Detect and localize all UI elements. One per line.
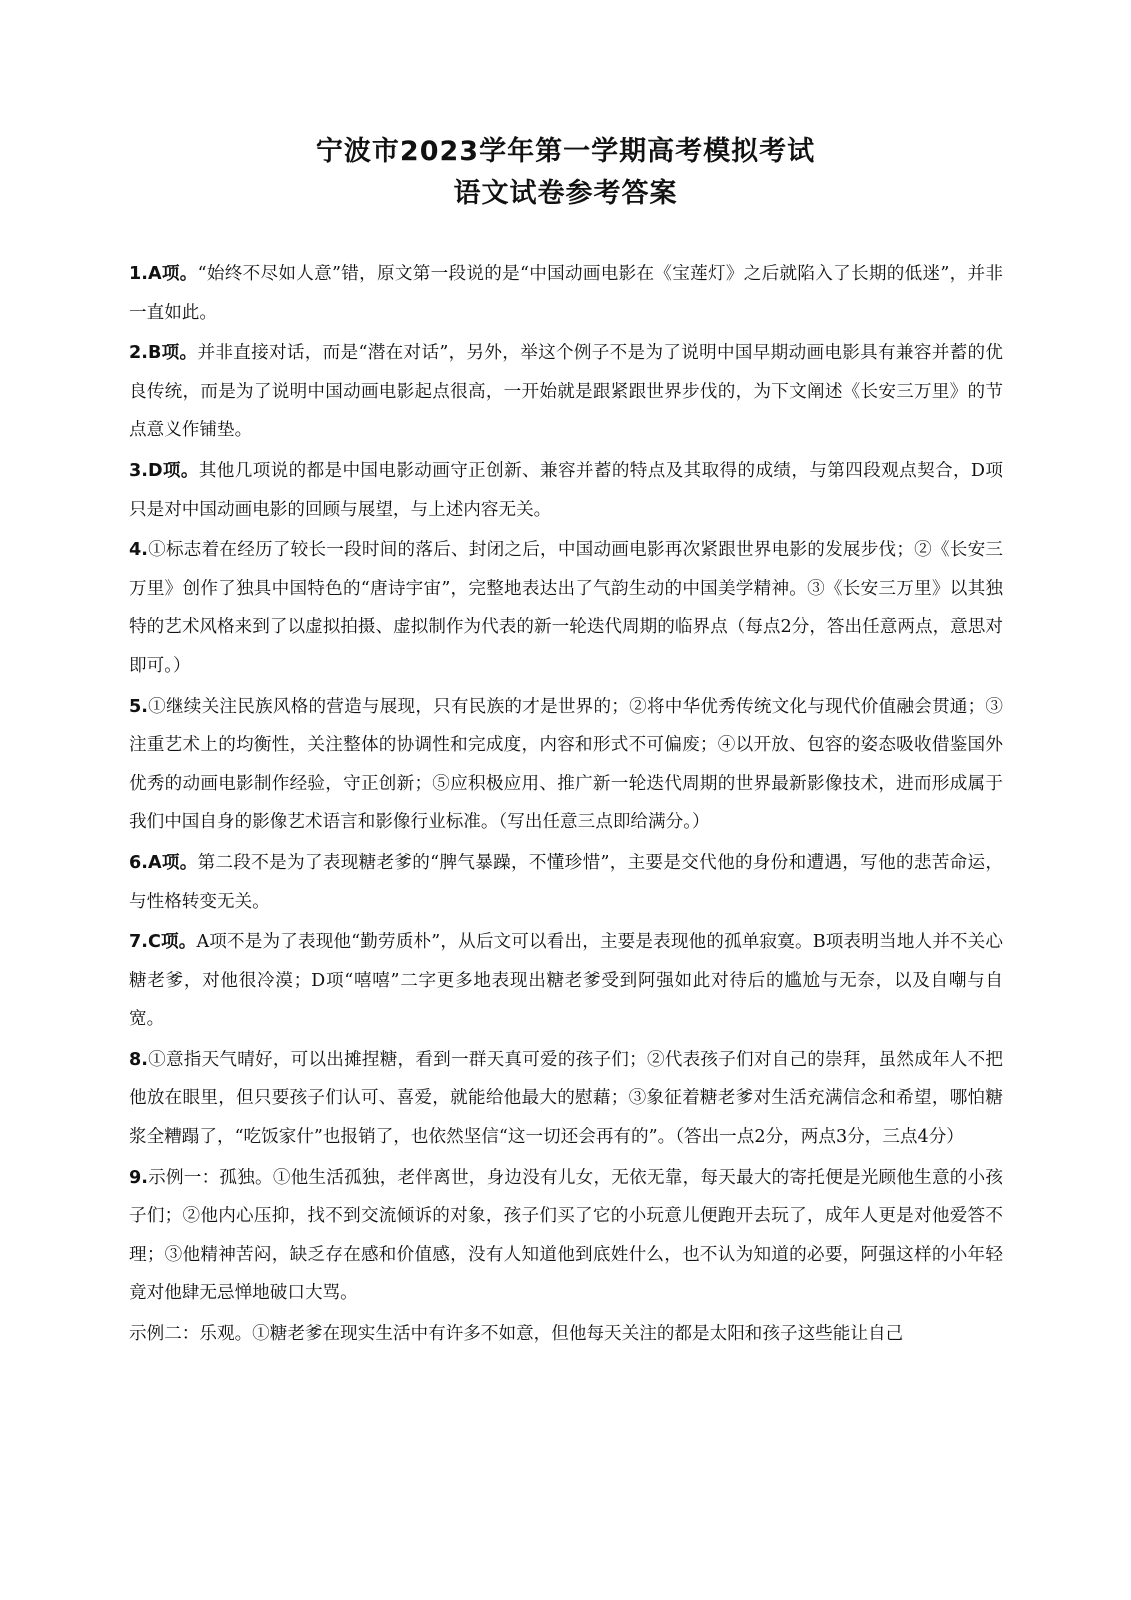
answer-number: 1. — [129, 264, 148, 284]
answer-item — [129, 531, 1003, 685]
answer-item — [129, 334, 1003, 450]
answer-number: 6. — [129, 852, 148, 873]
answer-item — [129, 452, 1003, 529]
answer-text: ①标志着在经历了较长一段时间的落后、封闭之后，中国动画电影再次紧跟世界电影的发展步伐；②《长安三万里》创作了独具中国特色的“唐诗宇宙”，完整地表达出了气韵生动的中国美学精神。③《长安三万里》以其独特的艺术风格来到了以虚拟拍摄、虚拟制作为代表的新一轮迭代周期的临界点（每点2分，答出任意两点，意思对即可。） — [129, 540, 1003, 676]
answer-item — [129, 923, 1003, 1039]
answer-text: ①继续关注民族风格的营造与展现，只有民族的才是世界的；②将中华优秀传统文化与现代价值融会贯通；③注重艺术上的均衡性，关注整体的协调性和完成度，内容和形式不可偏废；④以开放、包容的姿态吸收借鉴国外优秀的动画电影制作经验，守正创新；⑤应积极应用、推广新一轮迭代周期的世界最新影像技术，进而形成属于我们中国自身的影像艺术语言和影像行业标准。（写出任意三点即给满分。） — [129, 696, 1003, 833]
answer-number: 4. — [129, 540, 148, 561]
answer-choice: A项。 — [147, 852, 198, 873]
answer-item — [129, 844, 1003, 921]
answer-number: 9. — [129, 1167, 148, 1188]
answer-key-subtitle: 语文试卷参考答案 — [453, 178, 678, 209]
answer-item — [129, 1041, 1003, 1157]
answer-choice: B项。 — [147, 343, 198, 364]
exam-title: 宁波市2023学年第一学期高考模拟考试 — [315, 136, 816, 167]
answer-number: 3. — [129, 460, 148, 481]
answer-text: ①意指天气晴好，可以出摊捏糖，看到一群天真可爱的孩子们；②代表孩子们对自己的崇拜，虽然成年人不把他放在眼里，但只要孩子们认可、喜爱，就能给他最大的慰藉；③象征着糖老爹对生活充满信念和希望，哪怕糖浆全糟蹋了，“吃饭家什”也报销了，也依然坚信“这一切还会再有的”。（答出一点2分，两点3分，三点4分） — [129, 1049, 1003, 1148]
answer-number: 2. — [129, 343, 148, 364]
answer-text: A项不是为了表现他“勤劳质朴”，从后文可以看出，主要是表现他的孤单寂寞。B项表明当地人并不关心糖老爹，对他很冷漠；D项“嘻嘻”二字更多地表现出糖老爹受到阿强如此对待后的尴尬与无奈，以及自嘲与自宽。 — [129, 932, 1003, 1030]
answer-item — [129, 255, 1003, 332]
answer-choice: C项。 — [147, 932, 197, 953]
answer-number: 8. — [129, 1049, 148, 1070]
answer-text: 其他几项说的都是中国电影动画守正创新、兼容并蓄的特点及其取得的成绩，与第四段观点契合，D项只是对中国动画电影的回顾与展望，与上述内容无关。 — [129, 460, 1003, 520]
answer-item — [129, 688, 1003, 842]
answer-text: 示例一：孤独。①他生活孤独，老伴离世，身边没有儿女，无依无靠，每天最大的寄托便是光顾他生意的小孩子们；②他内心压抑，找不到交流倾诉的对象，孩子们买了它的小玩意儿便跑开去玩了，成年人更是对他爱答不理；③他精神苦闷，缺乏存在感和价值感，没有人知道他到底姓什么，也不认为知道的必要，阿强这样的小年轻竟对他肆无忌惮地破口大骂。 — [129, 1167, 1003, 1304]
answer-text: 示例二：乐观。①糖老爹在现实生活中有许多不如意，但他每天关注的都是太阳和孩子这些能让自己 — [129, 1324, 904, 1345]
answer-item — [129, 1315, 1003, 1354]
answer-choice: A项。 — [147, 264, 198, 284]
answer-number: 5. — [129, 696, 148, 717]
answer-choice: D项。 — [147, 460, 199, 481]
answer-item — [129, 1159, 1003, 1313]
answer-list — [129, 255, 1003, 1356]
answer-text: 并非直接对话，而是“潜在对话”，另外，举这个例子不是为了说明中国早期动画电影具有兼容并蓄的优良传统，而是为了说明中国动画电影起点很高，一开始就是跟紧跟世界步伐的，为下文阐述《长安三万里》的节点意义作铺垫。 — [129, 343, 1003, 441]
answer-text: 第二段不是为了表现糖老爹的“脾气暴躁，不懂珍惜”，主要是交代他的身份和遭遇，写他的悲苦命运，与性格转变无关。 — [129, 852, 1003, 912]
answer-text: “始终不尽如人意”错，原文第一段说的是“中国动画电影在《宝莲灯》之后就陷入了长期的低迷”，并非一直如此。 — [129, 264, 1004, 323]
answer-number: 7. — [129, 932, 148, 953]
